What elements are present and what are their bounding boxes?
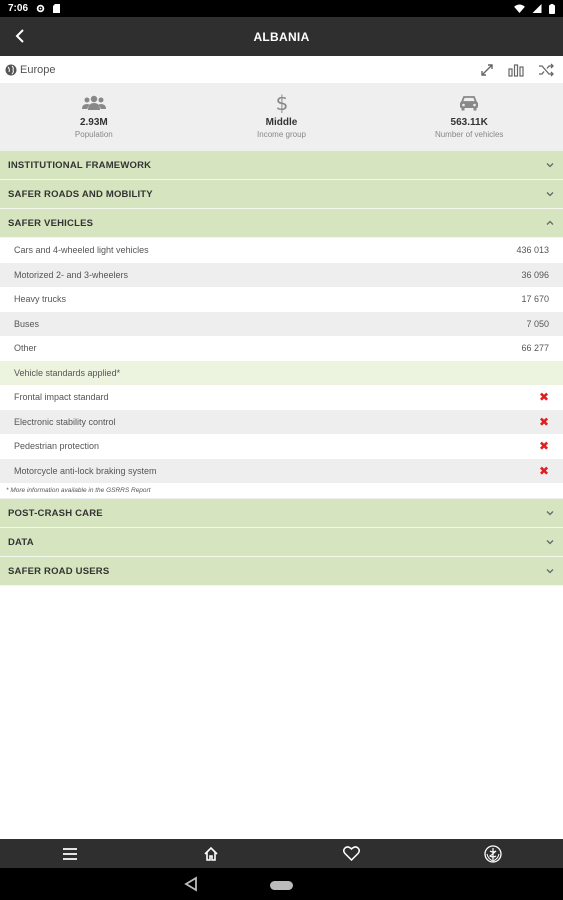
system-back-icon[interactable] bbox=[183, 876, 199, 892]
row-label: Pedestrian protection bbox=[14, 441, 100, 452]
chevron-down-icon bbox=[545, 566, 555, 576]
favorites-button[interactable] bbox=[332, 841, 372, 867]
globe-icon bbox=[5, 64, 17, 76]
vehicles-label: Number of vehicles bbox=[434, 130, 504, 139]
signal-status-icon bbox=[532, 4, 542, 13]
row-value: 7 050 bbox=[526, 318, 549, 329]
table-row bbox=[0, 459, 563, 484]
stat-vehicles bbox=[375, 83, 563, 151]
region-bar bbox=[0, 56, 563, 83]
stat-population bbox=[0, 83, 188, 151]
row-label: Other bbox=[14, 343, 37, 354]
row-label: Cars and 4-wheeled light vehicles bbox=[14, 245, 149, 256]
expand-icon[interactable] bbox=[480, 63, 494, 77]
menu-button[interactable] bbox=[50, 841, 90, 867]
table-row bbox=[0, 410, 563, 435]
row-value: 17 670 bbox=[521, 294, 549, 305]
table-row bbox=[0, 263, 563, 288]
region-indicator bbox=[5, 64, 55, 76]
section-label: DATA bbox=[8, 536, 34, 548]
row-label: Motorcycle anti-lock braking system bbox=[14, 465, 157, 476]
subheader-label: Vehicle standards applied* bbox=[14, 367, 121, 378]
section-label: SAFER ROAD USERS bbox=[8, 565, 110, 577]
chevron-down-icon bbox=[545, 160, 555, 170]
footnote: * More information available in the GSRRS Report bbox=[0, 483, 563, 499]
section-post-crash-care[interactable] bbox=[0, 499, 563, 528]
back-arrow-icon[interactable] bbox=[12, 27, 30, 45]
section-safer-vehicles[interactable] bbox=[0, 209, 563, 238]
chevron-down-icon bbox=[545, 508, 555, 518]
population-label: Population bbox=[74, 130, 113, 139]
cross-icon: ✖ bbox=[538, 414, 549, 429]
table-row bbox=[0, 336, 563, 361]
shuffle-icon[interactable] bbox=[538, 63, 554, 77]
hamburger-menu-icon bbox=[62, 847, 78, 861]
home-icon bbox=[203, 846, 219, 862]
car-icon bbox=[459, 95, 479, 111]
country-stats bbox=[0, 83, 563, 151]
who-logo-icon bbox=[484, 845, 502, 863]
who-button[interactable] bbox=[473, 841, 513, 867]
people-icon bbox=[82, 95, 106, 111]
status-time: 7:06 bbox=[8, 3, 29, 14]
row-value: 436 013 bbox=[516, 245, 549, 256]
section-safer-road-users[interactable] bbox=[0, 557, 563, 586]
section-label: SAFER VEHICLES bbox=[8, 217, 94, 229]
chevron-down-icon bbox=[545, 537, 555, 547]
chevron-up-icon bbox=[545, 218, 555, 228]
sections-list bbox=[0, 151, 563, 586]
cross-icon: ✖ bbox=[538, 390, 549, 405]
row-label: Heavy trucks bbox=[14, 294, 67, 305]
dollar-icon bbox=[275, 92, 289, 114]
income-value: Middle bbox=[265, 117, 298, 128]
section-label: POST-CRASH CARE bbox=[8, 507, 103, 519]
row-label: Buses bbox=[14, 318, 40, 329]
cross-icon: ✖ bbox=[538, 439, 549, 454]
wifi-status-icon bbox=[514, 4, 525, 13]
standards-subheader bbox=[0, 361, 563, 386]
section-label: SAFER ROADS AND MOBILITY bbox=[8, 188, 153, 200]
bar-chart-icon[interactable] bbox=[508, 63, 524, 77]
row-value: 66 277 bbox=[521, 343, 549, 354]
chevron-down-icon bbox=[545, 189, 555, 199]
stat-income bbox=[188, 83, 376, 151]
section-label: INSTITUTIONAL FRAMEWORK bbox=[8, 159, 152, 171]
table-row bbox=[0, 287, 563, 312]
section-institutional-framework[interactable] bbox=[0, 151, 563, 180]
status-bar bbox=[0, 0, 563, 17]
system-home-pill[interactable] bbox=[270, 881, 293, 890]
row-label: Motorized 2- and 3-wheelers bbox=[14, 269, 129, 280]
svg-text:$: $ bbox=[275, 92, 288, 114]
table-row bbox=[0, 312, 563, 337]
population-value: 2.93M bbox=[79, 117, 108, 128]
section-safer-roads[interactable] bbox=[0, 180, 563, 209]
heart-icon bbox=[343, 846, 360, 861]
bottom-navigation bbox=[0, 839, 563, 868]
settings-status-icon bbox=[36, 4, 45, 13]
vehicles-value: 563.11K bbox=[450, 117, 488, 128]
cross-icon: ✖ bbox=[538, 463, 549, 478]
income-label: Income group bbox=[257, 130, 306, 139]
table-row bbox=[0, 238, 563, 263]
page-title: ALBANIA bbox=[253, 29, 310, 44]
section-data[interactable] bbox=[0, 528, 563, 557]
row-label: Frontal impact standard bbox=[14, 392, 109, 403]
table-row bbox=[0, 434, 563, 459]
region-name: Europe bbox=[20, 63, 56, 76]
system-navigation-bar bbox=[0, 868, 563, 900]
app-bar bbox=[0, 17, 563, 56]
row-value: 36 096 bbox=[521, 269, 549, 280]
home-button[interactable] bbox=[191, 841, 231, 867]
table-row bbox=[0, 385, 563, 410]
battery-status-icon bbox=[549, 4, 555, 14]
sd-card-status-icon bbox=[53, 4, 60, 13]
row-label: Electronic stability control bbox=[14, 416, 116, 427]
